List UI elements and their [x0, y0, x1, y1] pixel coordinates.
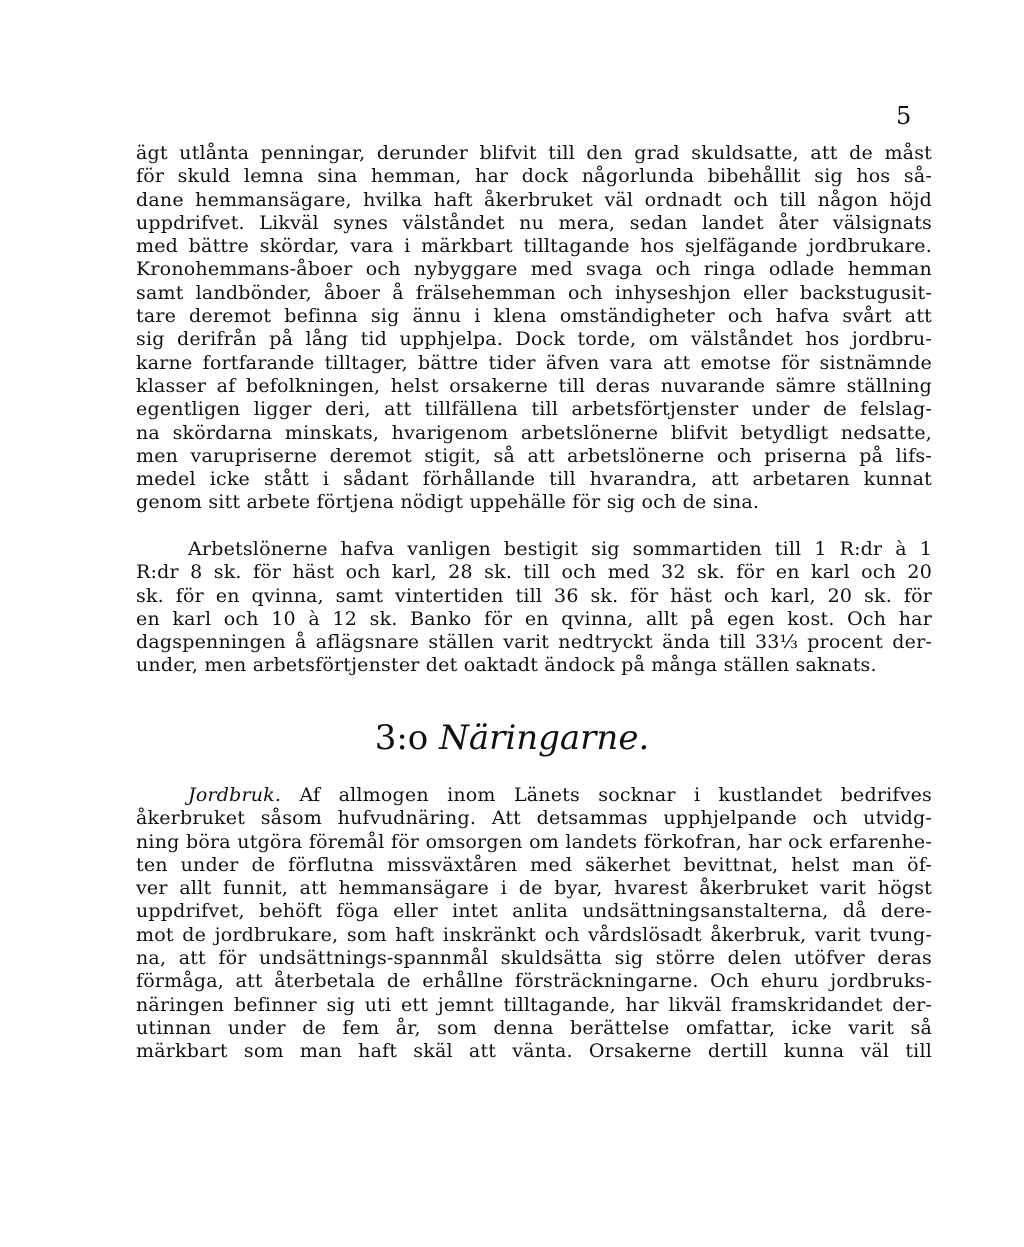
text-line: utinnan under de fem år, som denna berättelse omfattar, icke varit så [136, 1016, 932, 1039]
text-line: men varupriserne deremot stigit, så att arbetslönerne och priserna på lifs- [136, 444, 932, 467]
text-line: dagspenningen å aflägsnare ställen varit nedtryckt ända till 33⅓ procent der- [136, 631, 932, 654]
text-line: för skuld lemna sina hemman, har dock någorlunda bibehållit sig hos så- [136, 165, 932, 188]
text-line: na skördarna minskats, hvarigenom arbetslönerne blifvit betydligt nedsatte, [136, 421, 932, 444]
page-number: 5 [896, 102, 912, 130]
paragraph-2 [136, 538, 932, 678]
text-line: tare deremot befinna sig ännu i klena omständigheter och hafva svårt att [136, 305, 932, 328]
text-line: åkerbruket såsom hufvudnäring. Att detsammas upphjelpande och utvidg- [136, 807, 932, 830]
text-line: egentligen ligger deri, att tillfällena till arbetsförtjenster under de felslag- [136, 398, 932, 421]
text-line: förmåga, att återbetala de erhållne försträckningarne. Och ehuru jordbruks- [136, 970, 932, 993]
run-in-heading: Jordbruk. [188, 784, 282, 806]
text-line: ning böra utgöra föremål för omsorgen om landets förkofran, har ock erfarenhe- [136, 830, 932, 853]
text-line: ver allt funnit, att hemmansägare i de byar, hvarest åkerbruket varit högst [136, 877, 932, 900]
text-line: dane hemmansägare, hvilka haft åkerbruket väl ordnadt och till någon höjd [136, 188, 932, 211]
text-line: medel icke stått i sådant förhållande till hvarandra, att arbetaren kunnat [136, 468, 932, 491]
paragraph-1 [136, 142, 932, 515]
section-heading [0, 718, 1024, 758]
text-line: sk. för en qvinna, samt vintertiden till 36 sk. för häst och karl, 20 sk. för [136, 584, 932, 607]
section-title: Näringarne. [439, 718, 650, 758]
text-line: Kronohemmans-åboer och nybyggare med svaga och ringa odlade hemman [136, 258, 932, 281]
text-line: näringen befinner sig uti ett jemnt tilltagande, har likväl framskridandet der- [136, 993, 932, 1016]
text-line: mot de jordbrukare, som haft inskränkt och vårdslösadt åkerbruk, varit tvung- [136, 923, 932, 946]
text-line: under, men arbetsförtjenster det oaktadt ändock på många ställen saknats. [136, 654, 877, 677]
text-line: en karl och 10 à 12 sk. Banko för en qvinna, allt på egen kost. Och har [136, 607, 932, 630]
text-line: samt landbönder, åboer å frälsehemman och inhyseshjon eller backstugusit- [136, 281, 932, 304]
section-number: 3:o [374, 718, 429, 758]
text-line: med bättre skördar, vara i märkbart tilltagande hos sjelfägande jordbrukare. [136, 235, 932, 258]
text-line [136, 784, 932, 807]
text-line: sig derifrån på lång tid upphjelpa. Dock torde, om välståndet hos jordbru- [136, 328, 932, 351]
paragraph-3 [136, 784, 932, 1064]
text-line: ägt utlånta penningar, derunder blifvit till den grad skuldsatte, att de måst [136, 142, 932, 164]
text-line: genom sitt arbete förtjena nödigt uppehälle för sig och de sina. [136, 491, 760, 514]
text-line: uppdrifvet, behöft föga eller intet anlita undsättningsanstalterna, då dere- [136, 900, 932, 923]
text-line: na, att för undsättnings-spannmål skuldsätta sig större delen utöfver deras [136, 947, 932, 970]
text-line: ten under de förflutna missväxtåren med säkerhet bevittnat, helst man öf- [136, 853, 932, 876]
text-line: Arbetslönerne hafva vanligen bestigit sig sommartiden till 1 R:dr à 1 [188, 538, 932, 560]
text-line: märkbart som man haft skäl att vänta. Orsakerne dertill kunna väl till [136, 1040, 932, 1063]
text-line: uppdrifvet. Likväl synes välståndet nu mera, sedan landet åter välsignats [136, 211, 932, 234]
text-run: Af allmogen inom Länets socknar i kustlandet bedrifves [299, 784, 932, 806]
text-line: klasser af befolkningen, helst orsakerne till deras nuvarande sämre ställning [136, 374, 932, 397]
text-line: karne fortfarande tilltager, bättre tider äfven vara att emotse för sistnämnde [136, 351, 932, 374]
text-line: R:dr 8 sk. för häst och karl, 28 sk. till och med 32 sk. för en karl och 20 [136, 561, 932, 584]
